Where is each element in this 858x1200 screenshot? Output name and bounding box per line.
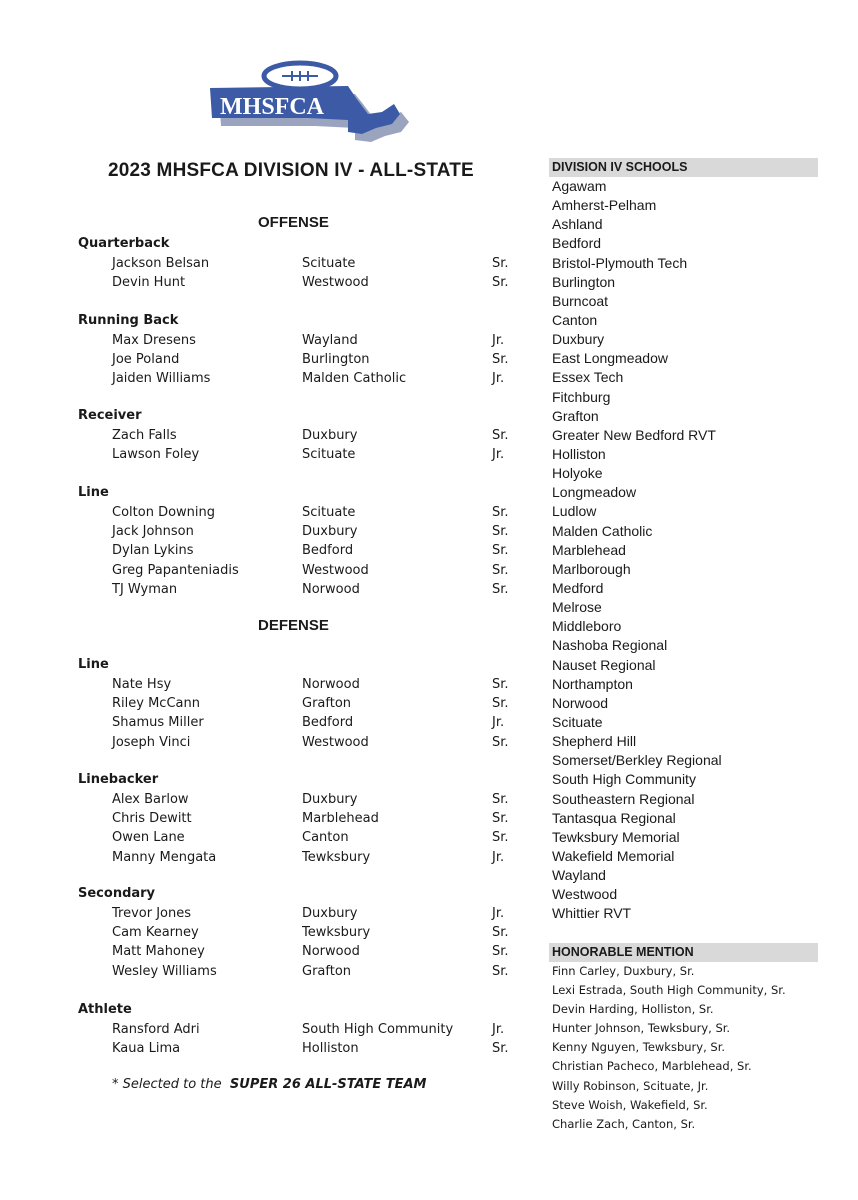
school-item: Northampton bbox=[552, 675, 633, 692]
player-row bbox=[0, 333, 540, 351]
school-item: Malden Catholic bbox=[552, 522, 653, 539]
player-name: Jackson Belsan bbox=[112, 256, 210, 271]
school-item: Shepherd Hill bbox=[552, 733, 637, 750]
player-row bbox=[0, 428, 540, 446]
school-item: Nauset Regional bbox=[552, 656, 656, 673]
player-year: Sr. bbox=[492, 524, 509, 540]
school-item: Scituate bbox=[552, 713, 603, 730]
player-row bbox=[0, 964, 540, 982]
player-name: Alex Barlow bbox=[112, 792, 189, 807]
school-item: Wakefield Memorial bbox=[552, 847, 675, 864]
player-year: Jr. bbox=[492, 1022, 505, 1037]
school-item: Bedford bbox=[552, 235, 602, 252]
player-school: Burlington bbox=[302, 352, 370, 368]
honorable-header: HONORABLE MENTION bbox=[549, 943, 818, 962]
mhsfca-logo bbox=[200, 58, 410, 142]
player-school: Tewksbury bbox=[302, 925, 371, 941]
school-item: Somerset/Berkley Regional bbox=[552, 752, 722, 769]
school-item: Bristol-Plymouth Tech bbox=[552, 254, 688, 271]
school-item: Ashland bbox=[552, 216, 603, 233]
school-item: Amherst-Pelham bbox=[552, 197, 657, 214]
player-school: Holliston bbox=[302, 1041, 359, 1057]
school-item: Holliston bbox=[552, 445, 606, 462]
player-year: Sr. bbox=[492, 428, 509, 443]
player-name: Nate Hsy bbox=[112, 677, 172, 692]
school-item: Medford bbox=[552, 579, 604, 596]
player-row bbox=[0, 563, 540, 581]
player-year: Sr. bbox=[492, 792, 509, 807]
position-heading: Secondary bbox=[78, 886, 156, 901]
position-heading: Running Back bbox=[78, 313, 179, 328]
player-year: Jr. bbox=[492, 333, 505, 348]
player-name: Kaua Lima bbox=[112, 1041, 181, 1057]
player-school: Malden Catholic bbox=[302, 371, 407, 387]
player-row bbox=[0, 925, 540, 943]
player-year: Jr. bbox=[492, 447, 505, 463]
player-school: Scituate bbox=[302, 505, 356, 520]
player-year: Sr. bbox=[492, 505, 509, 520]
school-item: Ludlow bbox=[552, 503, 597, 520]
honorable-item: Lexi Estrada, South High Community, Sr. bbox=[552, 983, 786, 998]
school-item: Whittier RVT bbox=[552, 905, 632, 922]
player-school: Bedford bbox=[302, 543, 354, 559]
player-year: Sr. bbox=[492, 275, 509, 291]
player-school: Westwood bbox=[302, 562, 369, 578]
schools-list bbox=[552, 177, 722, 923]
player-year: Jr. bbox=[492, 715, 505, 731]
school-item: Marblehead bbox=[552, 541, 626, 558]
position-heading: Line bbox=[78, 657, 109, 672]
player-school: Norwood bbox=[302, 944, 360, 960]
school-item: East Longmeadow bbox=[552, 350, 668, 367]
player-name: Joseph Vinci bbox=[112, 734, 191, 750]
player-row bbox=[0, 715, 540, 733]
player-row bbox=[0, 371, 540, 389]
player-year: Sr. bbox=[492, 963, 509, 979]
player-name: Dylan Lykins bbox=[112, 543, 194, 559]
player-name: Zach Falls bbox=[112, 428, 177, 443]
player-row bbox=[0, 543, 540, 561]
note-prefix: * Selected to the bbox=[112, 1077, 222, 1092]
school-item: Tantasqua Regional bbox=[552, 809, 676, 826]
player-row bbox=[0, 735, 540, 753]
player-name: Matt Mahoney bbox=[112, 944, 205, 960]
player-year: Sr. bbox=[492, 944, 509, 960]
school-item: South High Community bbox=[552, 771, 696, 788]
player-school: Grafton bbox=[302, 696, 352, 712]
position-heading: Athlete bbox=[78, 1002, 132, 1017]
player-row bbox=[0, 850, 540, 868]
school-item: Greater New Bedford RVT bbox=[552, 426, 716, 443]
player-school: Norwood bbox=[302, 677, 360, 692]
player-name: Joe Poland bbox=[112, 352, 180, 368]
honorable-item: Kenny Nguyen, Tewksbury, Sr. bbox=[552, 1040, 726, 1055]
player-school: Scituate bbox=[302, 256, 356, 271]
honorable-item: Hunter Johnson, Tewksbury, Sr. bbox=[552, 1021, 731, 1036]
player-row bbox=[0, 944, 540, 962]
position-heading: Linebacker bbox=[78, 772, 159, 787]
player-name: Shamus Miller bbox=[112, 715, 204, 731]
player-name: Wesley Williams bbox=[112, 963, 217, 979]
player-school: Wayland bbox=[302, 333, 358, 348]
position-heading: Receiver bbox=[78, 408, 142, 423]
player-name: Owen Lane bbox=[112, 830, 185, 846]
honorable-item: Christian Pacheco, Marblehead, Sr. bbox=[552, 1059, 752, 1074]
player-row bbox=[0, 792, 540, 810]
player-year: Sr. bbox=[492, 543, 509, 559]
player-row bbox=[0, 447, 540, 465]
school-item: Middleboro bbox=[552, 618, 622, 635]
player-row bbox=[0, 352, 540, 370]
player-school: Norwood bbox=[302, 581, 360, 597]
player-name: Trevor Jones bbox=[112, 906, 192, 921]
player-name: Max Dresens bbox=[112, 333, 196, 348]
school-item: Essex Tech bbox=[552, 369, 624, 386]
player-school: Westwood bbox=[302, 275, 369, 291]
school-item: Wayland bbox=[552, 867, 606, 884]
school-item: Tewksbury Memorial bbox=[552, 828, 680, 845]
player-year: Jr. bbox=[492, 371, 505, 387]
player-year: Sr. bbox=[492, 352, 509, 368]
player-school: Tewksbury bbox=[302, 849, 371, 865]
player-name: Lawson Foley bbox=[112, 447, 200, 463]
player-year: Sr. bbox=[492, 256, 509, 271]
school-item: Fitchburg bbox=[552, 388, 611, 405]
school-item: Duxbury bbox=[552, 331, 605, 348]
player-school: Duxbury bbox=[302, 792, 358, 807]
player-year: Sr. bbox=[492, 925, 509, 941]
player-row bbox=[0, 811, 540, 829]
player-row bbox=[0, 1022, 540, 1040]
player-name: Riley McCann bbox=[112, 696, 200, 712]
player-year: Sr. bbox=[492, 830, 509, 846]
school-item: Burncoat bbox=[552, 292, 609, 309]
player-year: Jr. bbox=[492, 906, 505, 921]
player-name: Jack Johnson bbox=[112, 524, 194, 540]
note-team: SUPER 26 ALL-STATE TEAM bbox=[229, 1077, 427, 1092]
position-heading: Quarterback bbox=[78, 236, 170, 251]
player-year: Sr. bbox=[492, 1041, 509, 1057]
schools-header: DIVISION IV SCHOOLS bbox=[549, 158, 818, 177]
honorable-item: Charlie Zach, Canton, Sr. bbox=[552, 1116, 696, 1131]
player-name: Chris Dewitt bbox=[112, 811, 192, 827]
player-school: Duxbury bbox=[302, 524, 358, 540]
super26-note bbox=[112, 1077, 426, 1092]
player-year: Sr. bbox=[492, 581, 509, 597]
player-year: Sr. bbox=[492, 811, 509, 827]
honorable-item: Devin Harding, Holliston, Sr. bbox=[552, 1002, 714, 1017]
player-school: Westwood bbox=[302, 734, 369, 750]
player-name: Devin Hunt bbox=[112, 275, 186, 291]
player-school: Duxbury bbox=[302, 428, 358, 443]
player-name: Manny Mengata bbox=[112, 849, 217, 865]
school-item: Burlington bbox=[552, 273, 616, 290]
player-year: Jr. bbox=[492, 849, 505, 865]
player-school: Bedford bbox=[302, 715, 354, 731]
player-row bbox=[0, 505, 540, 523]
player-school: Grafton bbox=[302, 963, 352, 979]
player-name: Cam Kearney bbox=[112, 925, 199, 941]
player-row bbox=[0, 1041, 540, 1059]
page-title: 2023 MHSFCA DIVISION IV - ALL-STATE bbox=[108, 160, 474, 181]
school-item: Holyoke bbox=[552, 465, 603, 482]
player-year: Sr. bbox=[492, 677, 509, 692]
school-item: Grafton bbox=[552, 407, 599, 424]
honorable-item: Willy Robinson, Scituate, Jr. bbox=[552, 1078, 709, 1093]
honorable-item: Steve Woish, Wakefield, Sr. bbox=[552, 1097, 708, 1112]
player-year: Sr. bbox=[492, 696, 509, 712]
school-item: Nashoba Regional bbox=[552, 637, 668, 654]
player-school: Duxbury bbox=[302, 906, 358, 921]
school-item: Agawam bbox=[552, 178, 607, 194]
school-item: Southeastern Regional bbox=[552, 790, 695, 807]
honorable-list bbox=[552, 962, 786, 1134]
player-row bbox=[0, 275, 540, 293]
school-item: Westwood bbox=[552, 886, 618, 903]
school-item: Canton bbox=[552, 311, 598, 328]
player-row bbox=[0, 256, 540, 274]
player-name: Ransford Adri bbox=[112, 1022, 200, 1037]
offense-title: OFFENSE bbox=[258, 214, 329, 231]
player-name: Colton Downing bbox=[112, 505, 216, 520]
player-name: TJ Wyman bbox=[112, 581, 178, 597]
player-row bbox=[0, 906, 540, 924]
player-row bbox=[0, 524, 540, 542]
position-heading: Line bbox=[78, 485, 109, 500]
school-item: Melrose bbox=[552, 599, 602, 616]
player-name: Greg Papanteniadis bbox=[112, 562, 239, 578]
player-year: Sr. bbox=[492, 562, 509, 578]
logo-text: MHSFCA bbox=[220, 94, 324, 120]
player-row bbox=[0, 696, 540, 714]
player-year: Sr. bbox=[492, 734, 509, 750]
player-school: Canton bbox=[302, 830, 349, 846]
player-school: Scituate bbox=[302, 447, 356, 463]
honorable-item: Finn Carley, Duxbury, Sr. bbox=[552, 964, 695, 978]
player-row bbox=[0, 830, 540, 848]
school-item: Longmeadow bbox=[552, 484, 637, 501]
player-school: South High Community bbox=[302, 1022, 454, 1037]
player-name: Jaiden Williams bbox=[112, 371, 211, 387]
player-row bbox=[0, 677, 540, 695]
player-row bbox=[0, 582, 540, 600]
school-item: Marlborough bbox=[552, 560, 631, 577]
defense-title: DEFENSE bbox=[258, 617, 329, 634]
school-item: Norwood bbox=[552, 694, 609, 711]
player-school: Marblehead bbox=[302, 811, 379, 827]
